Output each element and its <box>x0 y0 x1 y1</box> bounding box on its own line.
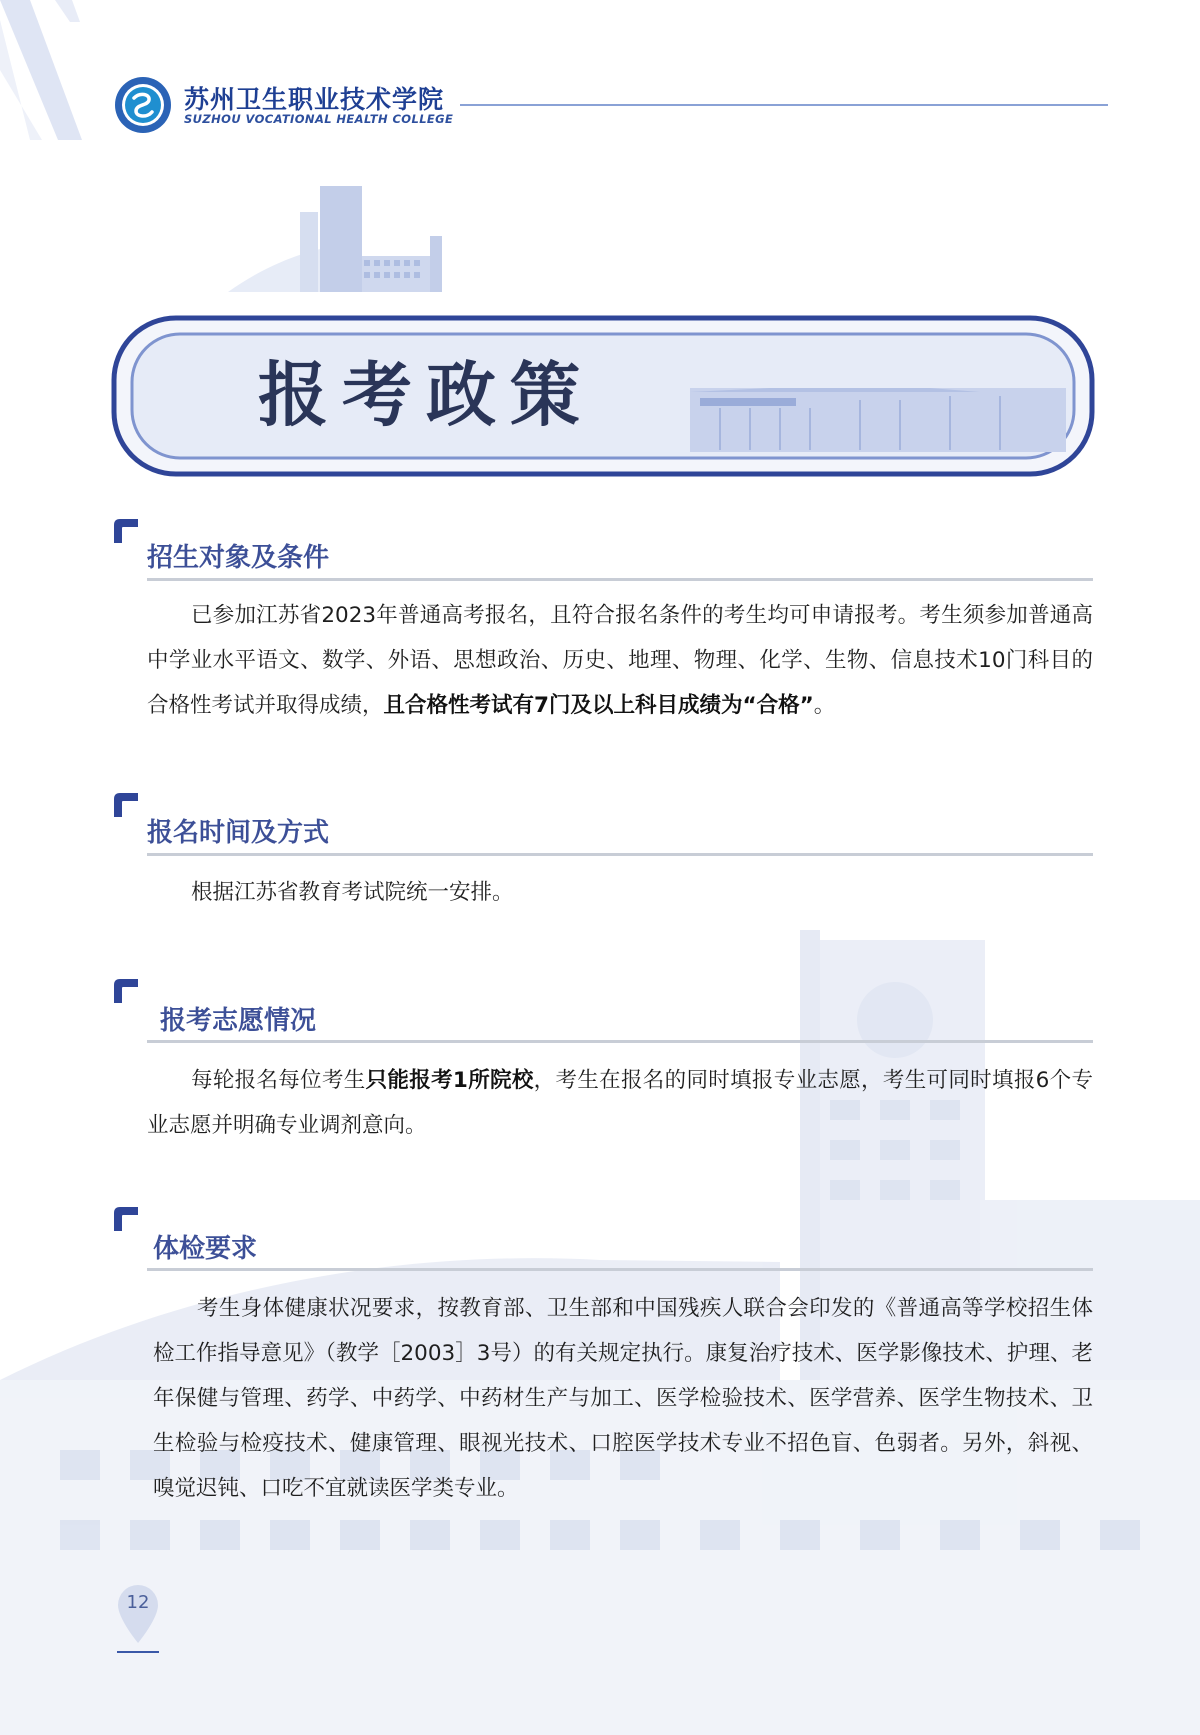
section-rule <box>147 1268 1093 1271</box>
eligibility-end: 。 <box>813 693 836 718</box>
section-text-eligibility <box>147 593 1093 728</box>
eligibility-highlight: 且合格性考试有7门及以上科目成绩为“合格” <box>383 693 814 718</box>
eligibility-text: 已参加江苏省2023年普通高考报名，且符合报名条件的考生均可申请报考。考生须参加普通高中学业水平语文、数学、外语、思想政治、历史、地理、物理、化学、生物、信息技术10门科目的合格性考试并取得成绩， <box>147 603 1093 718</box>
college-name-cn: 苏州卫生职业技术学院 <box>184 85 445 114</box>
page-title: 报考政策 <box>258 354 594 436</box>
college-name-en: SUZHOU VOCATIONAL HEALTH COLLEGE <box>184 112 454 126</box>
section-title-registration: 报名时间及方式 <box>147 818 330 848</box>
page-number-rule <box>117 1651 159 1653</box>
section-title-health-check: 体检要求 <box>153 1234 258 1264</box>
preferences-end: ，考生在报名的同时填报专业志愿，考生可同时填报6个专业志愿并明确专业调剂意向。 <box>147 1068 1093 1138</box>
section-text-preferences <box>147 1058 1093 1148</box>
section-rule <box>147 853 1093 856</box>
section-bracket-icon <box>114 979 138 1003</box>
section-bracket-icon <box>114 519 138 543</box>
preferences-text: 每轮报名每位考生 <box>191 1068 366 1093</box>
section-title-preferences: 报考志愿情况 <box>160 1006 317 1036</box>
header-rule <box>460 104 1108 106</box>
college-logo-icon <box>114 76 172 134</box>
section-rule <box>147 1040 1093 1043</box>
section-title-eligibility: 招生对象及条件 <box>147 543 330 573</box>
page-number: 12 <box>126 1592 150 1613</box>
skyline-illustration <box>228 186 442 292</box>
section-text-health-check: 考生身体健康状况要求，按教育部、卫生部和中国残疾人联合会印发的《普通高等学校招生体检工作指导意见》（教学［2003］3号）的有关规定执行。康复治疗技术、医学影像技术、护理、老年保健与管理、药学、中药学、中药材生产与加工、医学检验技术、医学营养、医学生物技术、卫生检验与检疫技术、健康管理、眼视光技术、口腔医学技术专业不招色盲、色弱者。另外，斜视、嗅觉迟钝、口吃不宜就读医学类专业。 <box>153 1296 1093 1501</box>
section-bracket-icon <box>114 793 138 817</box>
section-rule <box>147 578 1093 581</box>
section-bracket-icon <box>114 1207 138 1231</box>
section-text-registration: 根据江苏省教育考试院统一安排。 <box>191 880 514 905</box>
preferences-highlight: 只能报考1所院校 <box>365 1068 534 1093</box>
